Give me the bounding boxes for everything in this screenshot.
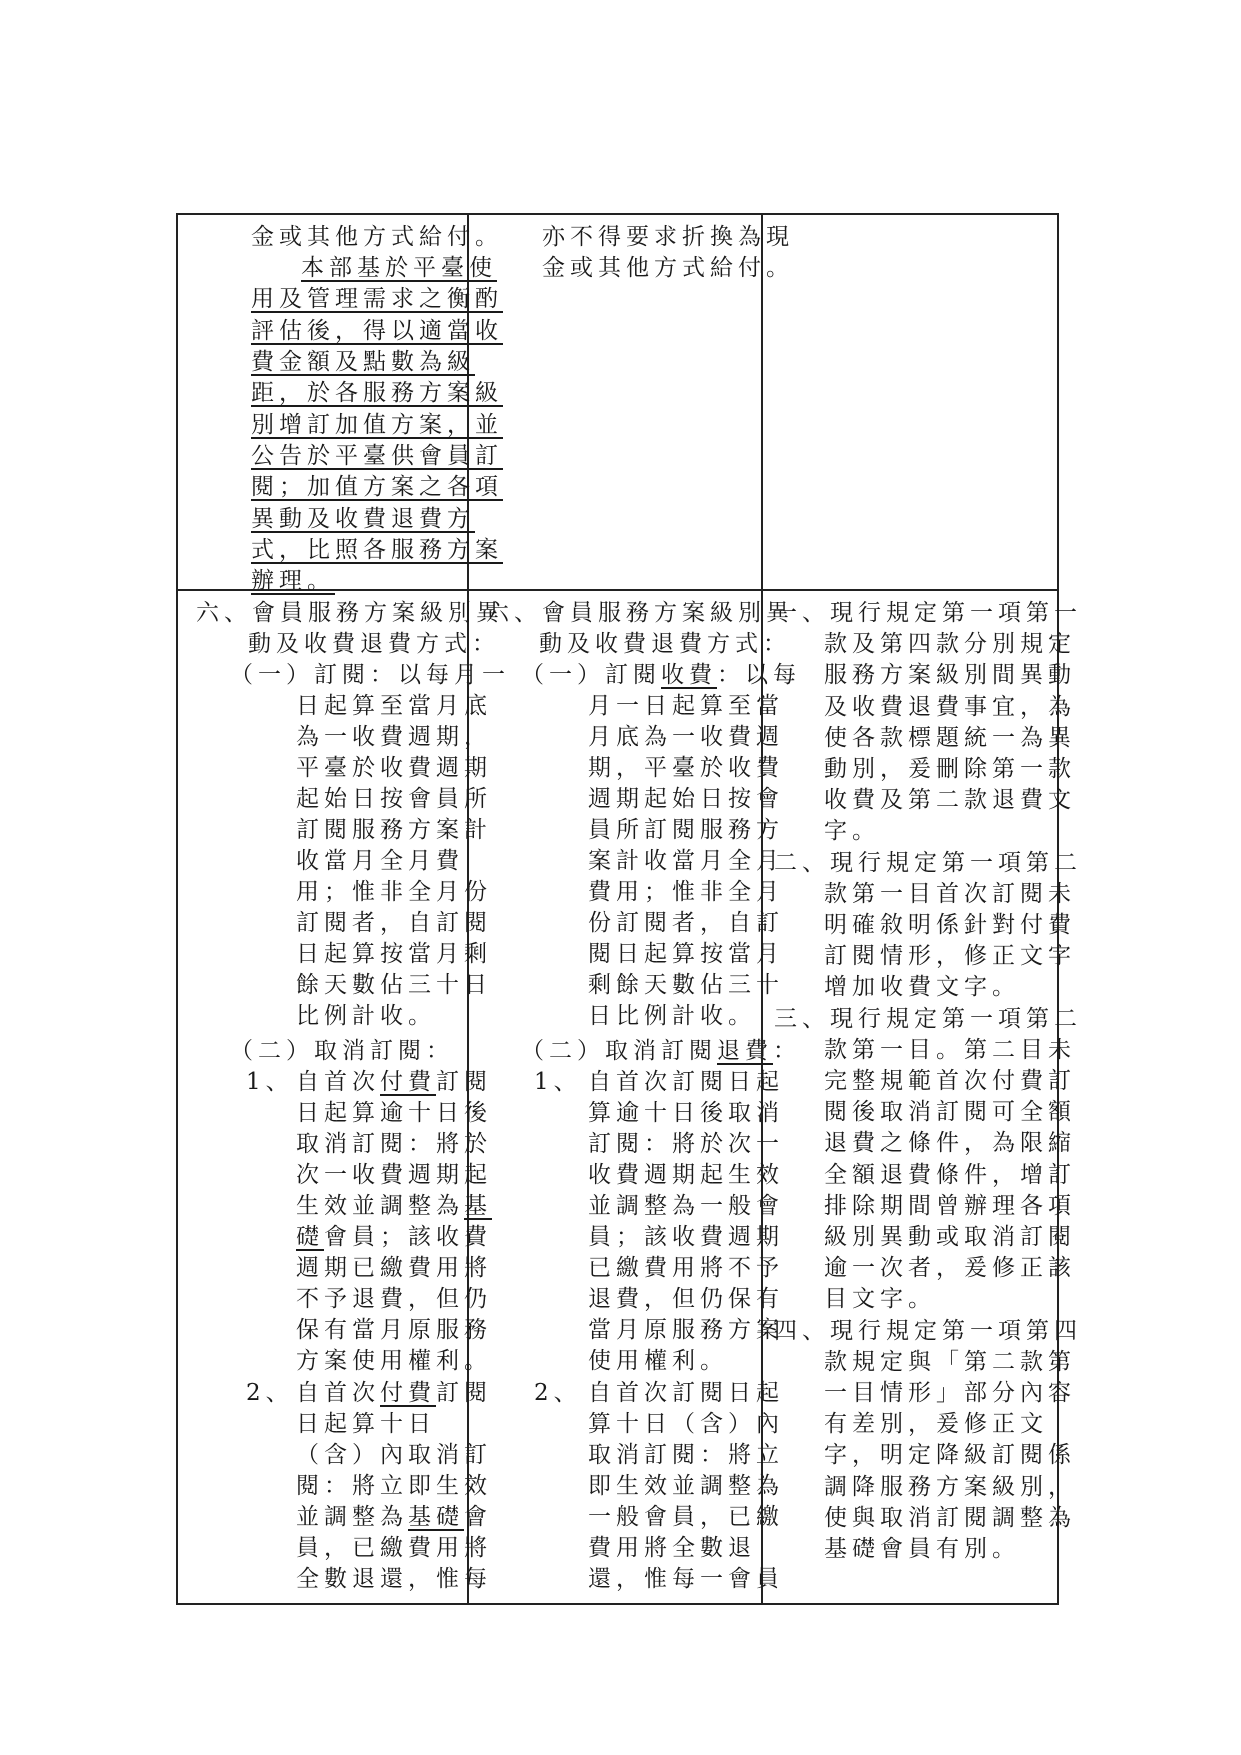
text-line bbox=[588, 1502, 784, 1533]
text-line bbox=[534, 1067, 784, 1098]
text-run: 自首次訂閱日起 bbox=[588, 1069, 784, 1095]
text-run: 字。 bbox=[824, 818, 880, 845]
text-line bbox=[588, 877, 784, 908]
underlined-text: 辦理。 bbox=[251, 568, 335, 594]
text-line bbox=[588, 815, 784, 846]
text-run: 一般會員，已繳 bbox=[588, 1504, 784, 1530]
text-line bbox=[542, 253, 794, 284]
text-line bbox=[296, 970, 492, 1001]
text-run: 自首次訂閱日起 bbox=[588, 1380, 784, 1406]
text-line bbox=[588, 1001, 756, 1032]
text-line bbox=[824, 1066, 1076, 1097]
text-line bbox=[296, 1440, 492, 1471]
text-run: 比例計收。 bbox=[296, 1003, 436, 1029]
text-line bbox=[588, 1440, 784, 1471]
text-run: 全數退還，惟每 bbox=[296, 1566, 492, 1592]
text-run: 一、現行規定第一項第一 bbox=[774, 600, 1082, 626]
text-line bbox=[296, 1001, 436, 1032]
text-line bbox=[824, 972, 1020, 1003]
text-line bbox=[296, 1346, 492, 1377]
text-line bbox=[296, 1129, 492, 1160]
text-line bbox=[824, 723, 1076, 754]
text-line bbox=[774, 598, 1082, 629]
text-line bbox=[251, 347, 475, 378]
text-run: 六、會員服務方案級別異 bbox=[196, 600, 504, 626]
text-run: 費用；惟非全月 bbox=[588, 879, 784, 905]
text-line bbox=[824, 941, 1076, 972]
text-line bbox=[588, 753, 784, 784]
text-run: 用；惟非全月份 bbox=[296, 879, 492, 905]
text-line bbox=[588, 1160, 784, 1191]
text-run: 員所訂閱服務方 bbox=[588, 817, 784, 843]
text-line bbox=[824, 1472, 1076, 1503]
text-run: 日起算十日 bbox=[296, 1411, 436, 1437]
text-run: 目文字。 bbox=[824, 1286, 936, 1313]
text-run: 基礎會員有別。 bbox=[824, 1536, 1020, 1562]
text-line bbox=[251, 472, 503, 503]
text-line bbox=[774, 1316, 1082, 1347]
text-line bbox=[824, 629, 1076, 660]
text-line bbox=[588, 1471, 784, 1502]
text-run: 會 bbox=[464, 1504, 492, 1530]
text-line bbox=[824, 910, 1076, 941]
text-line bbox=[588, 1222, 784, 1253]
text-line bbox=[296, 1160, 492, 1191]
text-run: （一）訂閱 bbox=[521, 662, 661, 688]
text-run: 費用將全數退 bbox=[588, 1535, 756, 1561]
text-line bbox=[824, 1347, 1076, 1378]
text-line bbox=[824, 1409, 1048, 1440]
text-line bbox=[486, 598, 794, 629]
text-line bbox=[539, 629, 791, 660]
underlined-text: 付費 bbox=[380, 1069, 436, 1095]
text-line bbox=[588, 691, 784, 722]
text-line bbox=[246, 1378, 492, 1409]
text-run: 日比例計收。 bbox=[588, 1003, 756, 1029]
text-line bbox=[296, 691, 492, 722]
underlined-text: 評估後，得以適當收 bbox=[251, 318, 503, 344]
text-line bbox=[296, 908, 492, 939]
underlined-text: 礎 bbox=[296, 1224, 324, 1250]
text-run: 案計收當月全月 bbox=[588, 848, 784, 874]
text-line bbox=[824, 660, 1076, 691]
text-run: 員，已繳費用將 bbox=[296, 1535, 492, 1561]
underlined-text: 基礎 bbox=[408, 1504, 464, 1530]
text-line bbox=[251, 222, 503, 253]
text-line bbox=[588, 970, 784, 1001]
text-line bbox=[296, 1564, 492, 1595]
text-run: 訂閱 bbox=[436, 1380, 492, 1406]
text-line bbox=[824, 754, 1076, 785]
text-run: 級別異動或取消訂閱 bbox=[824, 1224, 1076, 1250]
text-run: 排除期間曾辦理各項 bbox=[824, 1192, 1076, 1219]
underlined-text: 公告於平臺供會員訂 bbox=[251, 443, 503, 469]
text-run: 餘天數佔三十日 bbox=[296, 972, 492, 998]
text-run: 款第一目。第二目未 bbox=[824, 1036, 1076, 1063]
text-line bbox=[296, 1191, 492, 1222]
text-run: 明確敘明係針對付費 bbox=[824, 912, 1076, 938]
text-run: 三、現行規定第一項第二 bbox=[774, 1005, 1082, 1032]
text-line bbox=[296, 784, 492, 815]
underlined-text: 費金額及點數為級 bbox=[251, 349, 475, 375]
text-run: 保有當月原服務 bbox=[296, 1317, 492, 1343]
text-run: 並調整為 bbox=[296, 1504, 408, 1530]
text-run: 取消訂閱：將於 bbox=[296, 1131, 492, 1157]
text-run: 起始日按會員所 bbox=[296, 786, 492, 812]
text-line bbox=[588, 1533, 756, 1564]
text-run: 月底為一收費週 bbox=[588, 724, 784, 750]
text-line bbox=[296, 753, 492, 784]
text-run: 動別，爰刪除第一款 bbox=[824, 756, 1076, 782]
text-run: 亦不得要求折換為現 bbox=[542, 224, 794, 250]
text-run: 週期已繳費用將 bbox=[296, 1255, 492, 1281]
text-run: 訂閱 bbox=[436, 1069, 492, 1095]
text-line bbox=[296, 1253, 492, 1284]
text-line bbox=[296, 1222, 492, 1253]
text-run: 六、會員服務方案級別異 bbox=[486, 600, 794, 626]
text-run: （二）取消訂閱 bbox=[521, 1038, 717, 1064]
text-run: （一）訂閱：以每月一 bbox=[230, 662, 510, 688]
text-run: 已繳費用將不予 bbox=[588, 1255, 784, 1281]
text-line bbox=[534, 1378, 784, 1409]
text-line bbox=[296, 1471, 492, 1502]
underlined-text: 別增訂加值方案，並 bbox=[251, 412, 503, 438]
text-line bbox=[296, 846, 464, 877]
text-run: 逾一次者，爰修正該 bbox=[824, 1255, 1076, 1282]
text-line bbox=[588, 1315, 784, 1346]
text-line bbox=[296, 1098, 492, 1129]
text-line bbox=[588, 939, 784, 970]
text-line bbox=[251, 535, 503, 566]
text-line bbox=[230, 660, 510, 691]
text-run: 算逾十日後取消 bbox=[588, 1100, 784, 1126]
text-line bbox=[824, 1284, 936, 1315]
text-run: 收當月全月費 bbox=[296, 848, 464, 874]
text-line bbox=[824, 879, 1076, 910]
text-run: 算十日（含）內 bbox=[588, 1411, 784, 1437]
text-run: ：以每 bbox=[717, 662, 801, 688]
text-run: 即生效並調整為 bbox=[588, 1473, 784, 1499]
text-line bbox=[824, 1160, 1076, 1191]
text-run: 並調整為一般會 bbox=[588, 1193, 784, 1219]
text-run: 使各款標題統一為異 bbox=[824, 724, 1076, 751]
text-run: 有差別，爰修正文 bbox=[824, 1411, 1048, 1438]
text-line bbox=[251, 284, 503, 315]
text-run: 閱日起算按當月 bbox=[588, 941, 784, 967]
text-line bbox=[521, 1036, 801, 1067]
underlined-text: 異動及收費退費方 bbox=[251, 506, 475, 532]
text-line bbox=[824, 816, 880, 847]
text-run: 款及第四款分別規定 bbox=[824, 631, 1076, 658]
text-line bbox=[588, 1098, 784, 1129]
text-line bbox=[588, 1284, 784, 1315]
text-run: 還，惟每一會員 bbox=[588, 1566, 784, 1592]
text-run: 次一收費週期起 bbox=[296, 1162, 492, 1188]
text-run: 閱：將立即生效 bbox=[296, 1473, 492, 1499]
text-run: 會員；該收費 bbox=[324, 1224, 492, 1250]
text-run: 金或其他方式給付。 bbox=[251, 224, 503, 250]
text-run: 調降服務方案級別， bbox=[824, 1473, 1076, 1500]
text-run: 份訂閱者，自訂 bbox=[588, 910, 784, 936]
text-line bbox=[296, 877, 492, 908]
underlined-text: 本部基於平臺使 bbox=[301, 255, 497, 281]
text-line bbox=[824, 1503, 1076, 1534]
text-line bbox=[246, 1067, 492, 1098]
text-run: 動及收費退費方式： bbox=[248, 631, 500, 657]
text-run: 1、 bbox=[534, 1069, 582, 1095]
text-run: 週期起始日按會 bbox=[588, 786, 784, 812]
text-run: 退費，但仍保有 bbox=[588, 1286, 784, 1312]
text-line bbox=[296, 939, 492, 970]
text-line bbox=[824, 1222, 1076, 1253]
text-run: 字，明定降級訂閱係 bbox=[824, 1442, 1076, 1469]
text-run: 閱後取消訂閱可全額 bbox=[824, 1099, 1076, 1126]
text-run: 訂閱：將於次一 bbox=[588, 1131, 784, 1157]
text-run: 增加收費文字。 bbox=[824, 974, 1020, 1001]
text-run: 完整規範首次付費訂 bbox=[824, 1068, 1076, 1094]
text-run: 款第一目首次訂閱未 bbox=[824, 880, 1076, 907]
text-run: （二）取消訂閱： bbox=[230, 1038, 454, 1064]
text-run: 2、 bbox=[534, 1380, 582, 1406]
text-run: 月一日起算至當 bbox=[588, 693, 784, 719]
text-line bbox=[251, 566, 335, 597]
text-run: 為一收費週期， bbox=[296, 724, 492, 750]
text-run: 方案使用權利。 bbox=[296, 1348, 492, 1374]
text-line bbox=[588, 1253, 784, 1284]
underlined-text: 距，於各服務方案級 bbox=[251, 380, 503, 406]
text-line bbox=[824, 1378, 1076, 1409]
text-run: 金或其他方式給付。 bbox=[542, 255, 794, 281]
text-line bbox=[542, 222, 794, 253]
comparison-table bbox=[176, 213, 1082, 1605]
text-run: 款規定與「第二款第 bbox=[824, 1348, 1076, 1375]
text-run: 及收費退費事宜，為 bbox=[824, 693, 1076, 720]
underlined-text: 基 bbox=[464, 1193, 492, 1219]
text-line bbox=[230, 1036, 454, 1067]
text-line bbox=[824, 785, 1076, 816]
text-line bbox=[296, 1533, 492, 1564]
text-line bbox=[824, 1440, 1076, 1471]
text-run: 二、現行規定第一項第二 bbox=[774, 849, 1082, 876]
text-run: 日起算逾十日後 bbox=[296, 1100, 492, 1126]
text-line bbox=[251, 504, 475, 535]
text-line bbox=[301, 253, 497, 284]
text-run: 平臺於收費週期 bbox=[296, 755, 492, 781]
text-run: 使與取消訂閱調整為 bbox=[824, 1504, 1076, 1531]
text-line bbox=[588, 722, 784, 753]
text-line bbox=[588, 1564, 784, 1595]
text-line bbox=[588, 1346, 728, 1377]
underlined-text: 式，比照各服務方案 bbox=[251, 537, 503, 563]
text-run: 訂閱服務方案計 bbox=[296, 817, 492, 843]
text-run: 一目情形」部分內容 bbox=[824, 1380, 1076, 1406]
text-line bbox=[296, 1284, 492, 1315]
text-line bbox=[824, 1035, 1076, 1066]
text-line bbox=[296, 722, 492, 753]
text-line bbox=[296, 1315, 492, 1346]
text-line bbox=[248, 629, 500, 660]
text-run: 訂閱者，自訂閱 bbox=[296, 910, 492, 936]
text-run: 日起算至當月底 bbox=[296, 693, 492, 719]
text-run: 訂閱情形，修正文字 bbox=[824, 943, 1076, 970]
underlined-text: 用及管理需求之衡酌 bbox=[251, 286, 503, 312]
text-line bbox=[824, 1097, 1076, 1128]
text-line bbox=[824, 692, 1076, 723]
text-line bbox=[196, 598, 504, 629]
text-run: 自首次 bbox=[296, 1380, 380, 1406]
text-run: 動及收費退費方式： bbox=[539, 631, 791, 657]
underlined-text: 閱；加值方案之各項 bbox=[251, 474, 503, 500]
text-run: 收費及第二款退費文 bbox=[824, 787, 1076, 814]
text-line bbox=[588, 784, 784, 815]
text-run: 取消訂閱：將立 bbox=[588, 1442, 784, 1468]
text-line bbox=[588, 908, 784, 939]
text-run: 1、 bbox=[246, 1069, 294, 1095]
text-line bbox=[296, 1502, 492, 1533]
text-run: ： bbox=[773, 1038, 801, 1064]
text-run: 生效並調整為 bbox=[296, 1193, 464, 1219]
text-run: 收費週期起生效 bbox=[588, 1162, 784, 1188]
text-line bbox=[296, 1409, 436, 1440]
text-line bbox=[824, 1534, 1020, 1565]
text-line bbox=[774, 1004, 1082, 1035]
text-run: 當月原服務方案 bbox=[588, 1317, 784, 1343]
text-line bbox=[824, 1191, 1076, 1222]
text-run: 退費之條件，為限縮 bbox=[824, 1130, 1076, 1157]
text-run: 服務方案級別間異動 bbox=[824, 662, 1076, 689]
text-run: 期，平臺於收費 bbox=[588, 755, 784, 781]
text-line bbox=[588, 1409, 784, 1440]
text-line bbox=[824, 1253, 1076, 1284]
text-line bbox=[251, 410, 503, 441]
text-run: 四、現行規定第一項第四 bbox=[774, 1317, 1082, 1344]
underlined-text: 收費 bbox=[661, 662, 717, 688]
text-line bbox=[588, 846, 784, 877]
text-line bbox=[588, 1129, 784, 1160]
underlined-text: 付費 bbox=[380, 1380, 436, 1406]
text-run: 日起算按當月剩 bbox=[296, 941, 492, 967]
text-run: 使用權利。 bbox=[588, 1348, 728, 1374]
text-line bbox=[521, 660, 801, 691]
text-run: 2、 bbox=[246, 1380, 294, 1406]
text-line bbox=[774, 848, 1082, 879]
text-run: 不予退費，但仍 bbox=[296, 1286, 492, 1312]
text-line bbox=[824, 1128, 1076, 1159]
text-run: （含）內取消訂 bbox=[296, 1442, 492, 1468]
text-line bbox=[251, 316, 503, 347]
text-line bbox=[296, 815, 492, 846]
text-run: 自首次 bbox=[296, 1069, 380, 1095]
text-run: 員；該收費週期 bbox=[588, 1224, 784, 1250]
text-run: 全額退費條件，增訂 bbox=[824, 1161, 1076, 1188]
text-line bbox=[251, 441, 503, 472]
text-line bbox=[588, 1191, 784, 1222]
text-run: 剩餘天數佔三十 bbox=[588, 972, 784, 998]
text-line bbox=[251, 378, 503, 409]
underlined-text: 退費 bbox=[717, 1038, 773, 1064]
